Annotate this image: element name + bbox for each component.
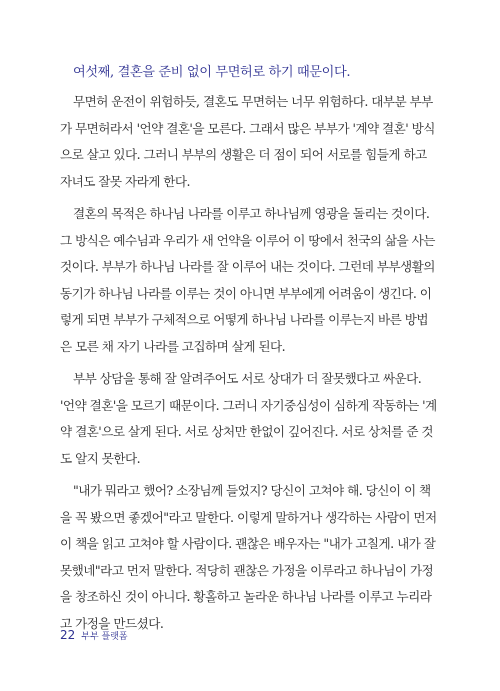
paragraph-line: 부부 상담을 통해 잘 알려주어도 서로 상대가 더 잘못했다고 싸운다. [73, 371, 422, 386]
paragraph-line: 결혼의 목적은 하나님 나라를 이루고 하나님께 영광을 돌리는 것이다. [73, 206, 430, 221]
paragraph-line: "내가 뭐라고 했어? 소장님께 들었지? 당신이 고쳐야 해. 당신이 이 책 [73, 483, 431, 498]
paragraph-1 [60, 89, 435, 195]
paragraph-line: 을 창조하신 것이 아니다. 황홀하고 놀라운 하나님 나라를 이루고 누리라 [60, 589, 432, 604]
paragraph-line: 도 알지 못한다. [60, 450, 141, 466]
paragraph-line: 무면허 운전이 위험하듯, 결혼도 무면허는 너무 위험하다. 대부분 부부 [73, 94, 433, 109]
section-heading: 여섯째, 결혼을 준비 없이 무면허로 하기 때문이다. [73, 65, 351, 80]
paragraph-line: 을 꼭 봤으면 좋겠어"라고 말한다. 이렇게 말하거나 생각하는 사람이 먼저 [60, 509, 437, 525]
paragraph-2 [60, 201, 435, 360]
paragraph-line: 동기가 하나님 나라를 이루는 것이 아니면 부부에게 어려움이 생긴다. 이 [60, 285, 432, 301]
running-title: 부부 플랫폼 [81, 632, 128, 642]
paragraph-3 [60, 366, 437, 472]
paragraph-line: 은 모른 채 자기 나라를 고집하며 살게 된다. [60, 338, 286, 354]
page-footer [60, 628, 128, 646]
paragraph-4 [60, 478, 437, 637]
paragraph-line: 것이다. 부부가 하나님 나라를 잘 이루어 내는 것이다. 그런데 부부생활의 [60, 259, 435, 274]
paragraph-line: 가 무면허라서 '언약 결혼'을 모른다. 그래서 많은 부부가 '계약 결혼' 방식 [60, 120, 435, 136]
paragraph-line: 못했네"라고 먼저 말한다. 적당히 괜찮은 가정을 이루라고 하나님이 가정 [60, 562, 434, 578]
paragraph-line: 자녀도 잘못 자라게 한다. [60, 173, 190, 189]
page-number: 22 [60, 628, 76, 642]
paragraph-line: 렇게 되면 부부가 구체적으로 어떻게 하나님 나라를 이루는지 바른 방법 [60, 312, 428, 327]
page-body [60, 62, 437, 643]
paragraph-line: 으로 살고 있다. 그러니 부부의 생활은 더 점이 되어 서로를 힘들게 하고 [60, 147, 427, 162]
paragraph-line: 이 책을 읽고 고쳐야 할 사람이다. 괜찮은 배우자는 "내가 고칠게. 내가 잘 [60, 536, 436, 551]
paragraph-line: '언약 결혼'을 모르기 때문이다. 그러니 자기중심성이 심하게 작동하는 '계 [60, 397, 437, 413]
paragraph-line: 그 방식은 예수님과 우리가 새 언약을 이루어 이 땅에서 천국의 삶을 사는 [60, 232, 435, 248]
paragraph-line: 약 결혼'으로 살게 된다. 서로 상처만 한없이 깊어진다. 서로 상처를 준 것 [60, 424, 434, 439]
paragraph-line: 고 가정을 만드셨다. [60, 615, 164, 631]
